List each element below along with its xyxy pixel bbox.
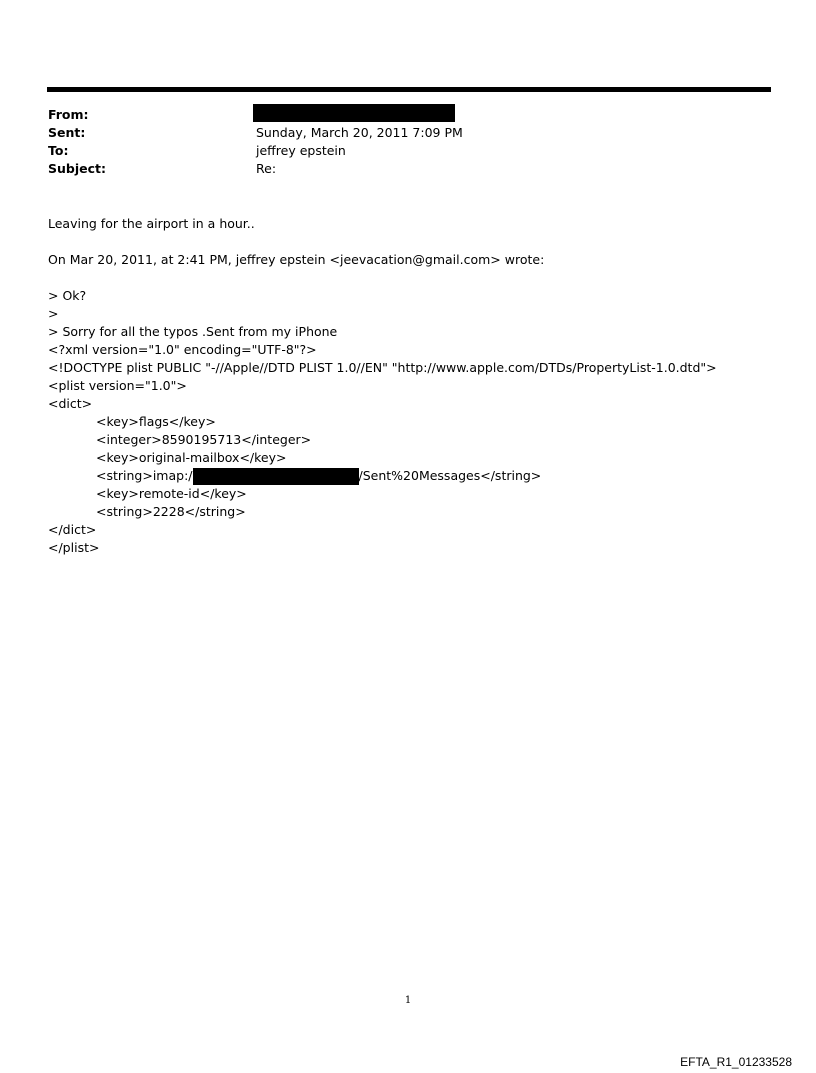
imap-string-line bbox=[48, 467, 778, 485]
sent-row bbox=[48, 124, 768, 142]
page-number: 1 bbox=[404, 995, 412, 1006]
quoted-line: > bbox=[48, 306, 59, 321]
reply-text: Leaving for the airport in a hour.. bbox=[48, 216, 255, 231]
attribution-line: On Mar 20, 2011, at 2:41 PM, jeffrey epstein <jeevacation@gmail.com> wrote: bbox=[48, 252, 545, 267]
from-row bbox=[48, 106, 768, 124]
quoted-line: > Sorry for all the typos .Sent from my iPhone bbox=[48, 324, 338, 339]
spacer bbox=[48, 233, 778, 251]
remote-id-string: <string>2228</string> bbox=[96, 504, 246, 519]
redaction-block bbox=[193, 468, 359, 485]
email-header bbox=[48, 106, 768, 178]
flags-integer: <integer>8590195713</integer> bbox=[96, 432, 312, 447]
to-row bbox=[48, 142, 768, 160]
subject-label: Subject: bbox=[48, 161, 106, 176]
dict-close-tag: </dict> bbox=[48, 522, 97, 537]
xml-declaration: <?xml version="1.0" encoding="UTF-8"?> bbox=[48, 342, 317, 357]
flags-key: <key>flags</key> bbox=[96, 414, 216, 429]
sent-value: Sunday, March 20, 2011 7:09 PM bbox=[256, 125, 463, 140]
spacer bbox=[48, 269, 778, 287]
subject-row bbox=[48, 160, 768, 178]
to-value: jeffrey epstein bbox=[256, 143, 346, 158]
dict-open-tag: <dict> bbox=[48, 396, 93, 411]
plist-open-tag: <plist version="1.0"> bbox=[48, 378, 187, 393]
bates-number: EFTA_R1_01233528 bbox=[680, 1055, 792, 1069]
mailbox-key: <key>original-mailbox</key> bbox=[96, 450, 287, 465]
plist-close-tag: </plist> bbox=[48, 540, 100, 555]
redaction-block bbox=[253, 104, 455, 122]
imap-string-suffix: /Sent%20Messages</string> bbox=[358, 468, 542, 483]
sent-label: Sent: bbox=[48, 125, 86, 140]
header-divider bbox=[47, 87, 771, 92]
imap-string-prefix: <string>imap:/ bbox=[96, 468, 193, 483]
subject-value: Re: bbox=[256, 161, 277, 176]
to-label: To: bbox=[48, 143, 69, 158]
from-label: From: bbox=[48, 107, 89, 122]
remote-id-key: <key>remote-id</key> bbox=[96, 486, 247, 501]
doctype-line: <!DOCTYPE plist PUBLIC "-//Apple//DTD PLIST 1.0//EN" "http://www.apple.com/DTDs/PropertyList-1.0.dtd"> bbox=[48, 360, 717, 375]
email-body bbox=[48, 215, 778, 557]
quoted-line: > Ok? bbox=[48, 288, 87, 303]
